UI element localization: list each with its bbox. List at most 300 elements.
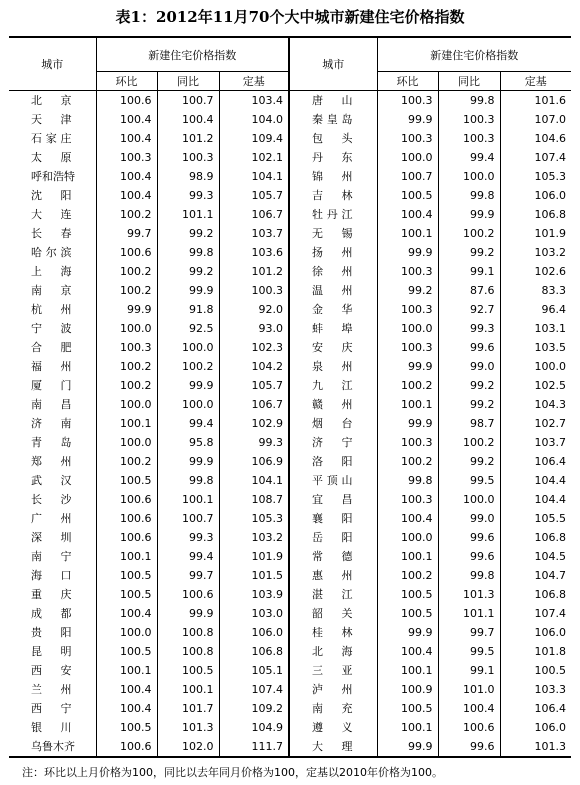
left-city-cell: 太原 [31, 151, 72, 164]
right-city-cell: 吉林 [289, 186, 377, 205]
table-row [9, 167, 571, 186]
right-mom-cell: 100.9 [377, 680, 438, 699]
left-mom-cell: 100.4 [96, 604, 157, 623]
table-row [9, 338, 571, 357]
table-row [9, 262, 571, 281]
left-city-cell: 厦门 [31, 379, 72, 392]
right-base-cell: 104.4 [500, 471, 571, 490]
left-yoy-cell: 101.2 [157, 129, 219, 148]
left-mom-cell: 100.5 [96, 642, 157, 661]
left-base-cell: 106.0 [219, 623, 289, 642]
right-city-cell: 丹东 [289, 148, 377, 167]
right-mom-cell: 100.4 [377, 205, 438, 224]
right-city-cell: 洛阳 [289, 452, 377, 471]
table-row [9, 509, 571, 528]
left-mom-cell: 99.7 [96, 224, 157, 243]
right-base-cell: 107.4 [500, 148, 571, 167]
table-row [9, 585, 571, 604]
left-yoy-cell: 92.5 [157, 319, 219, 338]
right-base-cell: 83.3 [500, 281, 571, 300]
header-base-right: 定基 [500, 72, 571, 91]
right-yoy-cell: 98.7 [438, 414, 500, 433]
left-base-cell: 103.4 [219, 91, 289, 111]
left-base-cell: 109.4 [219, 129, 289, 148]
left-base-cell: 103.6 [219, 243, 289, 262]
right-mom-cell: 100.1 [377, 224, 438, 243]
right-base-cell: 104.4 [500, 490, 571, 509]
left-mom-cell: 100.4 [96, 699, 157, 718]
table-row [9, 110, 571, 129]
header-city-left: 城市 [9, 37, 96, 91]
left-city-cell: 兰州 [31, 683, 72, 696]
table-row [9, 91, 571, 111]
table-row [9, 699, 571, 718]
left-base-cell: 102.1 [219, 148, 289, 167]
right-base-cell: 105.5 [500, 509, 571, 528]
right-mom-cell: 100.3 [377, 262, 438, 281]
left-base-cell: 107.4 [219, 680, 289, 699]
right-mom-cell: 99.9 [377, 737, 438, 757]
right-city-cell: 扬州 [289, 243, 377, 262]
left-yoy-cell: 99.4 [157, 414, 219, 433]
left-mom-cell: 100.4 [96, 680, 157, 699]
left-mom-cell: 100.0 [96, 319, 157, 338]
table-row [9, 547, 571, 566]
left-mom-cell: 100.5 [96, 718, 157, 737]
left-base-cell: 105.3 [219, 509, 289, 528]
left-city-cell: 重庆 [31, 588, 72, 601]
left-base-cell: 106.7 [219, 395, 289, 414]
table-row [9, 148, 571, 167]
right-yoy-cell: 99.3 [438, 319, 500, 338]
left-mom-cell: 100.6 [96, 737, 157, 757]
left-city-cell: 沈阳 [31, 189, 72, 202]
right-base-cell: 106.4 [500, 699, 571, 718]
table-row [9, 604, 571, 623]
right-mom-cell: 100.4 [377, 642, 438, 661]
left-base-cell: 109.2 [219, 699, 289, 718]
right-base-cell: 107.4 [500, 604, 571, 623]
left-yoy-cell: 101.3 [157, 718, 219, 737]
left-mom-cell: 100.4 [96, 129, 157, 148]
left-city-cell: 海口 [31, 569, 72, 582]
left-yoy-cell: 100.0 [157, 395, 219, 414]
left-mom-cell: 100.2 [96, 281, 157, 300]
right-mom-cell: 100.0 [377, 319, 438, 338]
left-yoy-cell: 99.3 [157, 186, 219, 205]
header-mom-left: 环比 [96, 72, 157, 91]
left-base-cell: 111.7 [219, 737, 289, 757]
right-yoy-cell: 99.2 [438, 452, 500, 471]
left-base-cell: 101.9 [219, 547, 289, 566]
right-mom-cell: 100.2 [377, 376, 438, 395]
right-yoy-cell: 92.7 [438, 300, 500, 319]
right-mom-cell: 100.7 [377, 167, 438, 186]
right-mom-cell: 100.5 [377, 604, 438, 623]
right-base-cell: 103.5 [500, 338, 571, 357]
right-city-cell: 包头 [289, 129, 377, 148]
right-base-cell: 100.0 [500, 357, 571, 376]
left-mom-cell: 100.4 [96, 167, 157, 186]
left-mom-cell: 100.2 [96, 205, 157, 224]
table-row [9, 205, 571, 224]
left-city-cell: 天津 [31, 113, 72, 126]
left-yoy-cell: 95.8 [157, 433, 219, 452]
left-base-cell: 104.1 [219, 471, 289, 490]
left-base-cell: 101.2 [219, 262, 289, 281]
left-city-cell: 南京 [31, 284, 72, 297]
header-yoy-left: 同比 [157, 72, 219, 91]
left-city-cell: 深圳 [31, 531, 72, 544]
left-base-cell: 103.9 [219, 585, 289, 604]
table-row [9, 319, 571, 338]
right-base-cell: 105.3 [500, 167, 571, 186]
right-mom-cell: 100.5 [377, 585, 438, 604]
left-mom-cell: 100.2 [96, 262, 157, 281]
right-yoy-cell: 101.0 [438, 680, 500, 699]
right-mom-cell: 99.9 [377, 357, 438, 376]
left-yoy-cell: 99.9 [157, 604, 219, 623]
right-city-cell: 唐山 [289, 91, 377, 111]
left-yoy-cell: 99.2 [157, 224, 219, 243]
right-mom-cell: 100.2 [377, 566, 438, 585]
left-yoy-cell: 100.3 [157, 148, 219, 167]
right-yoy-cell: 99.2 [438, 395, 500, 414]
right-city-cell: 襄阳 [289, 509, 377, 528]
left-city-cell: 青岛 [31, 436, 72, 449]
right-base-cell: 106.8 [500, 205, 571, 224]
left-mom-cell: 100.0 [96, 623, 157, 642]
right-city-cell: 赣州 [289, 395, 377, 414]
left-yoy-cell: 100.6 [157, 585, 219, 604]
right-base-cell: 103.3 [500, 680, 571, 699]
right-mom-cell: 99.8 [377, 471, 438, 490]
right-base-cell: 106.0 [500, 186, 571, 205]
left-yoy-cell: 99.9 [157, 452, 219, 471]
right-mom-cell: 100.1 [377, 547, 438, 566]
left-city-cell: 合肥 [31, 341, 72, 354]
right-base-cell: 104.7 [500, 566, 571, 585]
right-yoy-cell: 100.2 [438, 433, 500, 452]
right-yoy-cell: 100.4 [438, 699, 500, 718]
left-city-cell: 乌鲁木齐 [9, 737, 96, 757]
left-base-cell: 104.1 [219, 167, 289, 186]
right-city-cell: 金华 [289, 300, 377, 319]
header-city-right: 城市 [289, 37, 377, 91]
left-yoy-cell: 100.1 [157, 680, 219, 699]
left-base-cell: 106.9 [219, 452, 289, 471]
right-city-cell: 秦皇岛 [289, 110, 377, 129]
left-city-cell: 呼和浩特 [31, 170, 75, 183]
left-base-cell: 93.0 [219, 319, 289, 338]
right-city-cell: 岳阳 [289, 528, 377, 547]
right-base-cell: 103.7 [500, 433, 571, 452]
right-yoy-cell: 99.6 [438, 338, 500, 357]
right-mom-cell: 99.9 [377, 110, 438, 129]
right-yoy-cell: 100.3 [438, 110, 500, 129]
right-yoy-cell: 99.0 [438, 509, 500, 528]
left-yoy-cell: 99.9 [157, 376, 219, 395]
right-mom-cell: 100.3 [377, 300, 438, 319]
right-yoy-cell: 99.0 [438, 357, 500, 376]
left-yoy-cell: 99.3 [157, 528, 219, 547]
table-row [9, 661, 571, 680]
header-mom-right: 环比 [377, 72, 438, 91]
right-base-cell: 102.7 [500, 414, 571, 433]
right-mom-cell: 100.3 [377, 91, 438, 111]
left-base-cell: 104.0 [219, 110, 289, 129]
left-city-cell: 广州 [31, 512, 72, 525]
right-mom-cell: 99.2 [377, 281, 438, 300]
left-mom-cell: 100.2 [96, 357, 157, 376]
right-mom-cell: 99.9 [377, 414, 438, 433]
right-city-cell: 湛江 [289, 585, 377, 604]
right-yoy-cell: 87.6 [438, 281, 500, 300]
left-city-cell: 郑州 [31, 455, 72, 468]
right-mom-cell: 100.3 [377, 129, 438, 148]
right-mom-cell: 100.0 [377, 528, 438, 547]
right-yoy-cell: 99.6 [438, 547, 500, 566]
right-city-cell: 北海 [289, 642, 377, 661]
left-mom-cell: 100.2 [96, 376, 157, 395]
left-mom-cell: 100.6 [96, 243, 157, 262]
header-yoy-right: 同比 [438, 72, 500, 91]
table-row [9, 224, 571, 243]
left-base-cell: 92.0 [219, 300, 289, 319]
right-base-cell: 106.0 [500, 718, 571, 737]
left-mom-cell: 100.3 [96, 338, 157, 357]
left-mom-cell: 100.1 [96, 661, 157, 680]
right-mom-cell: 100.3 [377, 433, 438, 452]
left-mom-cell: 100.3 [96, 148, 157, 167]
left-base-cell: 106.7 [219, 205, 289, 224]
table-body [9, 91, 571, 758]
left-base-cell: 103.7 [219, 224, 289, 243]
table-row [9, 471, 571, 490]
left-yoy-cell: 99.7 [157, 566, 219, 585]
table-row [9, 376, 571, 395]
table-row [9, 528, 571, 547]
right-yoy-cell: 99.9 [438, 205, 500, 224]
right-base-cell: 101.8 [500, 642, 571, 661]
right-yoy-cell: 100.3 [438, 129, 500, 148]
right-mom-cell: 100.5 [377, 186, 438, 205]
left-base-cell: 105.1 [219, 661, 289, 680]
right-city-cell: 宜昌 [289, 490, 377, 509]
right-base-cell: 101.9 [500, 224, 571, 243]
left-mom-cell: 100.1 [96, 414, 157, 433]
left-yoy-cell: 99.8 [157, 471, 219, 490]
left-yoy-cell: 100.7 [157, 509, 219, 528]
table-row [9, 186, 571, 205]
table-row [9, 395, 571, 414]
right-city-cell: 平顶山 [289, 471, 377, 490]
left-city-cell: 贵阳 [31, 626, 72, 639]
right-yoy-cell: 99.6 [438, 737, 500, 757]
table-row [9, 623, 571, 642]
left-city-cell: 西安 [31, 664, 72, 677]
left-yoy-cell: 100.5 [157, 661, 219, 680]
right-city-cell: 牡丹江 [289, 205, 377, 224]
left-base-cell: 105.7 [219, 186, 289, 205]
table-row [9, 357, 571, 376]
right-base-cell: 107.0 [500, 110, 571, 129]
right-city-cell: 蚌埠 [289, 319, 377, 338]
right-mom-cell: 100.1 [377, 661, 438, 680]
right-yoy-cell: 100.6 [438, 718, 500, 737]
left-base-cell: 102.3 [219, 338, 289, 357]
price-index-table [9, 36, 571, 758]
left-yoy-cell: 101.1 [157, 205, 219, 224]
left-base-cell: 108.7 [219, 490, 289, 509]
right-yoy-cell: 100.2 [438, 224, 500, 243]
left-mom-cell: 100.6 [96, 528, 157, 547]
table-row [9, 243, 571, 262]
table-row [9, 490, 571, 509]
left-yoy-cell: 99.8 [157, 243, 219, 262]
table-row [9, 452, 571, 471]
left-yoy-cell: 100.4 [157, 110, 219, 129]
right-base-cell: 106.0 [500, 623, 571, 642]
right-yoy-cell: 99.8 [438, 91, 500, 111]
right-city-cell: 大理 [289, 737, 377, 757]
right-base-cell: 106.4 [500, 452, 571, 471]
left-base-cell: 100.3 [219, 281, 289, 300]
left-base-cell: 104.9 [219, 718, 289, 737]
right-city-cell: 济宁 [289, 433, 377, 452]
right-city-cell: 韶关 [289, 604, 377, 623]
right-base-cell: 102.5 [500, 376, 571, 395]
left-city-cell: 南昌 [31, 398, 72, 411]
right-yoy-cell: 100.0 [438, 490, 500, 509]
right-base-cell: 106.8 [500, 585, 571, 604]
table-row [9, 718, 571, 737]
left-mom-cell: 100.4 [96, 186, 157, 205]
right-city-cell: 泸州 [289, 680, 377, 699]
left-yoy-cell: 101.7 [157, 699, 219, 718]
right-base-cell: 103.1 [500, 319, 571, 338]
right-city-cell: 锦州 [289, 167, 377, 186]
right-mom-cell: 100.5 [377, 699, 438, 718]
right-yoy-cell: 99.1 [438, 262, 500, 281]
right-base-cell: 104.3 [500, 395, 571, 414]
right-city-cell: 遵义 [289, 718, 377, 737]
right-city-cell: 三亚 [289, 661, 377, 680]
left-city-cell: 北京 [31, 94, 72, 107]
right-mom-cell: 100.1 [377, 718, 438, 737]
left-yoy-cell: 91.8 [157, 300, 219, 319]
right-city-cell: 九江 [289, 376, 377, 395]
right-yoy-cell: 101.3 [438, 585, 500, 604]
left-yoy-cell: 99.9 [157, 281, 219, 300]
right-yoy-cell: 99.2 [438, 376, 500, 395]
left-mom-cell: 99.9 [96, 300, 157, 319]
left-base-cell: 103.2 [219, 528, 289, 547]
right-mom-cell: 100.1 [377, 395, 438, 414]
right-yoy-cell: 101.1 [438, 604, 500, 623]
right-yoy-cell: 99.2 [438, 243, 500, 262]
header-index-group-left: 新建住宅价格指数 [96, 37, 289, 72]
left-city-cell: 南宁 [31, 550, 72, 563]
right-yoy-cell: 99.8 [438, 566, 500, 585]
right-base-cell: 102.6 [500, 262, 571, 281]
right-city-cell: 无锡 [289, 224, 377, 243]
left-mom-cell: 100.4 [96, 110, 157, 129]
header-base-left: 定基 [219, 72, 289, 91]
right-mom-cell: 99.9 [377, 623, 438, 642]
right-mom-cell: 100.4 [377, 509, 438, 528]
right-yoy-cell: 99.7 [438, 623, 500, 642]
right-base-cell: 106.8 [500, 528, 571, 547]
left-base-cell: 102.9 [219, 414, 289, 433]
right-yoy-cell: 99.1 [438, 661, 500, 680]
right-base-cell: 100.5 [500, 661, 571, 680]
right-yoy-cell: 99.4 [438, 148, 500, 167]
right-mom-cell: 100.3 [377, 490, 438, 509]
table-row [9, 433, 571, 452]
right-city-cell: 南充 [289, 699, 377, 718]
right-yoy-cell: 100.0 [438, 167, 500, 186]
right-yoy-cell: 99.5 [438, 471, 500, 490]
right-city-cell: 桂林 [289, 623, 377, 642]
left-city-cell: 长沙 [31, 493, 72, 506]
left-city-cell: 石家庄 [31, 132, 72, 145]
right-mom-cell: 100.0 [377, 148, 438, 167]
left-base-cell: 105.7 [219, 376, 289, 395]
left-mom-cell: 100.6 [96, 490, 157, 509]
left-yoy-cell: 100.1 [157, 490, 219, 509]
left-base-cell: 103.0 [219, 604, 289, 623]
left-city-cell: 成都 [31, 607, 72, 620]
left-city-cell: 长春 [31, 227, 72, 240]
left-yoy-cell: 99.2 [157, 262, 219, 281]
left-base-cell: 106.8 [219, 642, 289, 661]
right-base-cell: 96.4 [500, 300, 571, 319]
right-city-cell: 常德 [289, 547, 377, 566]
left-mom-cell: 100.0 [96, 433, 157, 452]
right-base-cell: 101.3 [500, 737, 571, 757]
left-city-cell: 宁波 [31, 322, 72, 335]
left-city-cell: 杭州 [31, 303, 72, 316]
left-city-cell: 哈尔滨 [31, 246, 72, 259]
left-yoy-cell: 98.9 [157, 167, 219, 186]
right-yoy-cell: 99.8 [438, 186, 500, 205]
table-row [9, 680, 571, 699]
table-row [9, 281, 571, 300]
table-row [9, 566, 571, 585]
left-city-cell: 银川 [31, 721, 72, 734]
right-base-cell: 104.5 [500, 547, 571, 566]
left-yoy-cell: 100.0 [157, 338, 219, 357]
left-base-cell: 101.5 [219, 566, 289, 585]
left-city-cell: 上海 [31, 265, 72, 278]
left-base-cell: 99.3 [219, 433, 289, 452]
table-row [9, 129, 571, 148]
left-yoy-cell: 100.2 [157, 357, 219, 376]
left-yoy-cell: 100.8 [157, 642, 219, 661]
right-base-cell: 104.6 [500, 129, 571, 148]
table-row [9, 737, 571, 757]
left-mom-cell: 100.5 [96, 566, 157, 585]
left-mom-cell: 100.2 [96, 452, 157, 471]
right-city-cell: 惠州 [289, 566, 377, 585]
right-city-cell: 徐州 [289, 262, 377, 281]
left-yoy-cell: 99.4 [157, 547, 219, 566]
left-city-cell: 西宁 [31, 702, 72, 715]
right-city-cell: 温州 [289, 281, 377, 300]
right-city-cell: 安庆 [289, 338, 377, 357]
right-base-cell: 101.6 [500, 91, 571, 111]
